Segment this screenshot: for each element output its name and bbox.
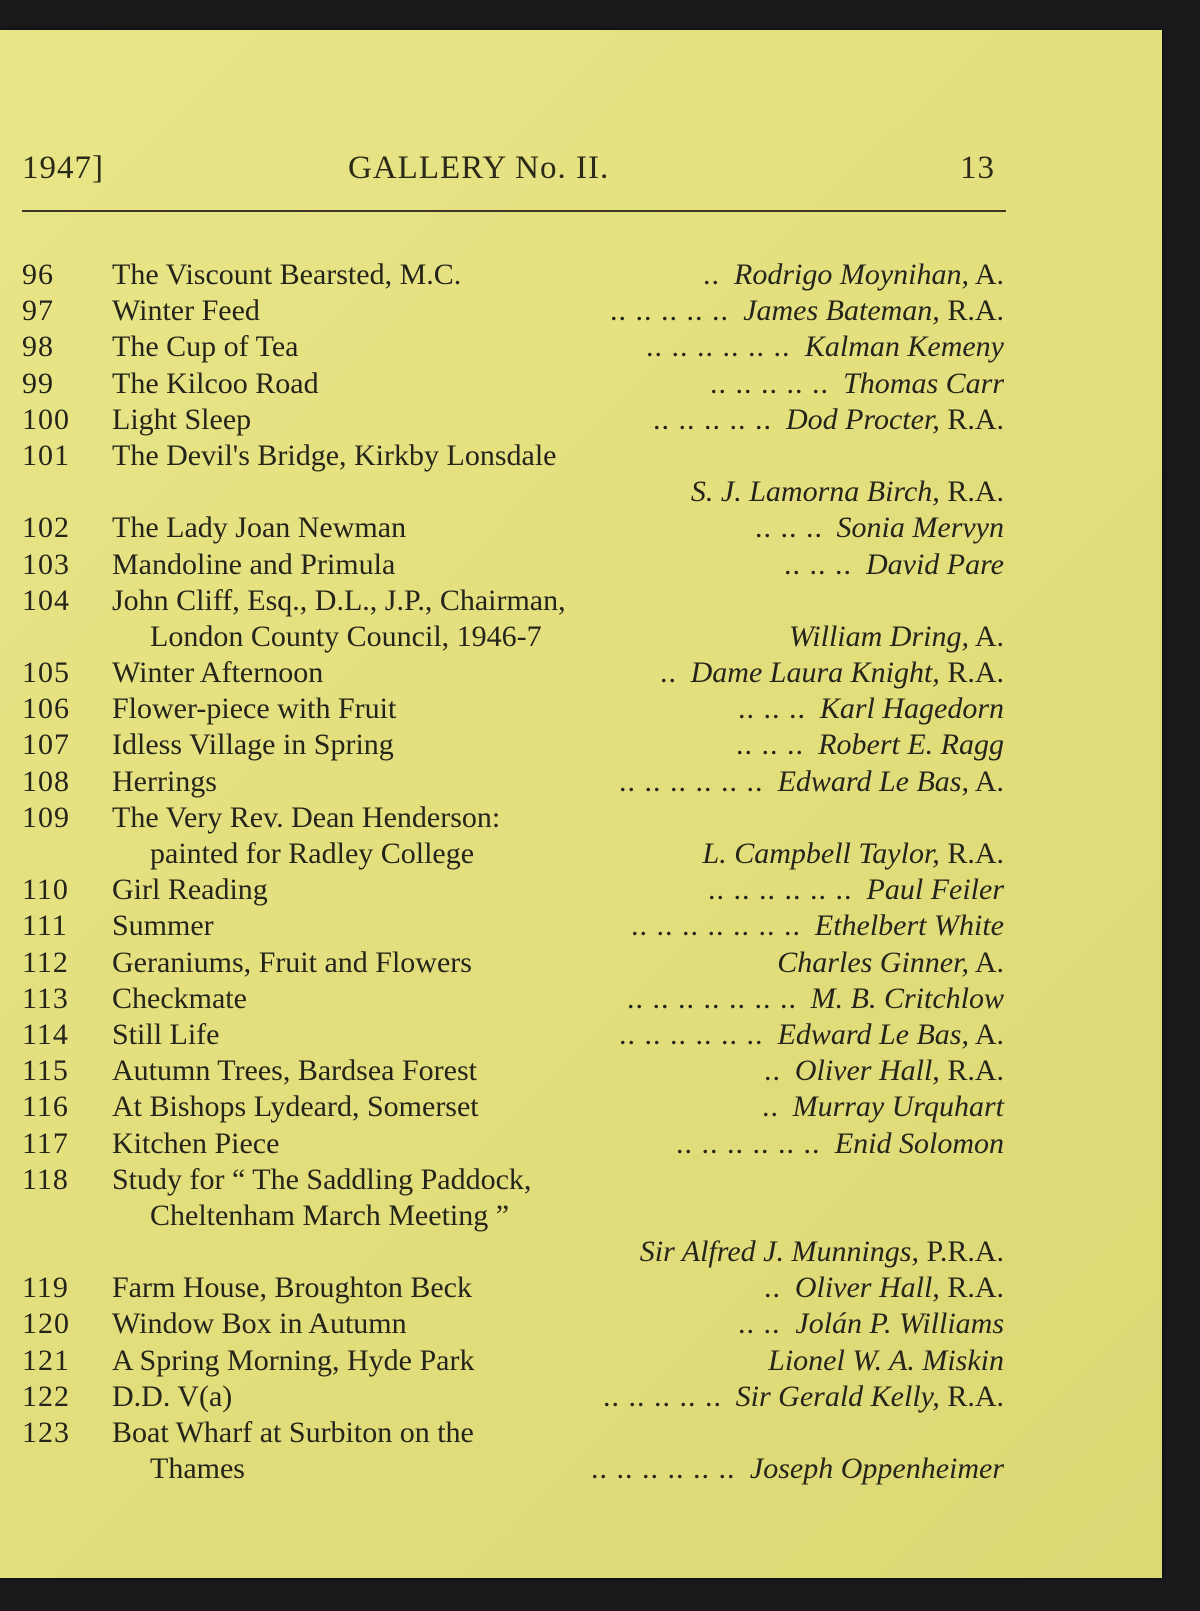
entry-number: 98 bbox=[22, 330, 54, 364]
entry-number: 115 bbox=[22, 1054, 69, 1088]
artist-honours: R.A. bbox=[939, 656, 1004, 690]
catalogue-entries bbox=[0, 257, 1162, 1487]
catalogue-entry bbox=[0, 1162, 1162, 1198]
page-header bbox=[0, 150, 1162, 200]
entry-artist bbox=[795, 1053, 1004, 1089]
catalogue-entry bbox=[0, 474, 1162, 510]
entry-title: The Very Rev. Dean Henderson: bbox=[112, 800, 501, 834]
catalogue-entry bbox=[0, 293, 1162, 329]
entry-number: 121 bbox=[22, 1343, 70, 1377]
entry-number: 111 bbox=[22, 909, 68, 943]
catalogue-entry bbox=[0, 800, 1162, 836]
entry-number: 104 bbox=[22, 583, 70, 617]
entry-title: Farm House, Broughton Beck bbox=[112, 1271, 472, 1305]
entry-title: Study for “ The Saddling Paddock, bbox=[112, 1162, 532, 1196]
artist-name: Charles Ginner, bbox=[777, 945, 969, 979]
artist-name: Robert E. Ragg bbox=[818, 728, 1004, 762]
artist-honours: R.A. bbox=[939, 837, 1004, 870]
artist-name: William Dring, bbox=[788, 619, 969, 653]
catalogue-entry bbox=[0, 329, 1162, 365]
entry-title: John Cliff, Esq., D.L., J.P., Chairman, bbox=[112, 583, 566, 617]
entry-leader-dots: .. .. .. .. .. .. bbox=[591, 1452, 736, 1486]
entry-number: 100 bbox=[22, 402, 70, 436]
artist-name: Murray Urquhart bbox=[792, 1090, 1004, 1124]
artist-honours: R.A. bbox=[939, 402, 1004, 436]
entry-artist bbox=[691, 474, 1004, 510]
entry-leader-dots: .. .. .. bbox=[736, 728, 804, 762]
entry-title: Geraniums, Fruit and Flowers bbox=[112, 945, 472, 979]
entry-artist bbox=[867, 872, 1004, 908]
entry-leader-dots: .. bbox=[764, 1271, 781, 1305]
entry-number: 103 bbox=[22, 547, 70, 581]
entry-leader-dots: .. .. .. bbox=[755, 511, 823, 545]
entry-title: Kitchen Piece bbox=[112, 1126, 280, 1160]
entry-leader-dots: .. bbox=[660, 656, 677, 690]
entry-title: The Cup of Tea bbox=[112, 330, 299, 364]
entry-title: Summer bbox=[112, 909, 214, 943]
catalogue-entry bbox=[0, 1198, 1162, 1234]
catalogue-entry bbox=[0, 1451, 1162, 1487]
artist-honours: A. bbox=[968, 945, 1004, 979]
artist-name: David Pare bbox=[865, 547, 1004, 581]
entry-title: London County Council, 1946-7 bbox=[150, 619, 542, 653]
entry-title: The Devil's Bridge, Kirkby Lonsdale bbox=[112, 438, 557, 472]
entry-artist bbox=[837, 510, 1004, 546]
catalogue-entry bbox=[0, 836, 1162, 872]
entry-artist bbox=[743, 293, 1004, 329]
entry-leader-dots: .. .. .. .. .. bbox=[653, 402, 772, 436]
catalogue-entry bbox=[0, 764, 1162, 800]
entry-artist bbox=[789, 619, 1004, 655]
artist-honours: R.A. bbox=[939, 294, 1004, 328]
entry-number: 96 bbox=[22, 258, 54, 291]
header-rule bbox=[22, 210, 1006, 212]
artist-honours: R.A. bbox=[939, 475, 1004, 509]
catalogue-entry bbox=[0, 1306, 1162, 1342]
artist-name: Ethelbert White bbox=[814, 909, 1004, 943]
entry-number: 105 bbox=[22, 656, 70, 690]
entry-title: The Lady Joan Newman bbox=[112, 511, 407, 545]
artist-honours: A. bbox=[968, 764, 1004, 798]
artist-name: Thomas Carr bbox=[843, 366, 1004, 400]
catalogue-entry bbox=[0, 691, 1162, 727]
artist-name: Sonia Mervyn bbox=[836, 511, 1004, 545]
artist-name: Enid Solomon bbox=[834, 1126, 1004, 1160]
catalogue-entry bbox=[0, 655, 1162, 691]
catalogue-entry bbox=[0, 547, 1162, 583]
artist-name: Sir Alfred J. Munnings, bbox=[639, 1235, 919, 1269]
entry-number: 101 bbox=[22, 438, 70, 472]
artist-name: Oliver Hall, bbox=[794, 1054, 940, 1088]
entry-number: 114 bbox=[22, 1017, 69, 1051]
entry-artist bbox=[815, 908, 1004, 944]
entry-leader-dots: .. bbox=[703, 258, 720, 291]
entry-leader-dots: .. .. .. .. .. .. bbox=[619, 764, 764, 798]
artist-honours: A. bbox=[968, 1017, 1004, 1051]
catalogue-entry bbox=[0, 727, 1162, 763]
entry-title: painted for Radley College bbox=[150, 837, 475, 870]
entry-artist bbox=[778, 1017, 1004, 1053]
artist-name: M. B. Critchlow bbox=[810, 981, 1004, 1015]
catalogue-entry bbox=[0, 981, 1162, 1017]
entry-artist bbox=[811, 981, 1004, 1017]
catalogue-entry bbox=[0, 257, 1162, 293]
entry-artist bbox=[768, 1343, 1004, 1379]
entry-number: 109 bbox=[22, 800, 70, 834]
artist-name: Sir Gerald Kelly, bbox=[735, 1379, 940, 1413]
entry-title: A Spring Morning, Hyde Park bbox=[112, 1343, 475, 1377]
header-year: 1947] bbox=[22, 150, 104, 186]
catalogue-entry bbox=[0, 1089, 1162, 1125]
entry-leader-dots: .. .. .. .. .. bbox=[610, 294, 729, 328]
artist-name: Edward Le Bas, bbox=[777, 1017, 969, 1051]
header-title: GALLERY No. II. bbox=[348, 150, 610, 186]
entry-title: Autumn Trees, Bardsea Forest bbox=[112, 1054, 477, 1088]
entry-artist bbox=[703, 836, 1004, 872]
catalogue-entry bbox=[0, 1234, 1162, 1270]
entry-number: 107 bbox=[22, 728, 70, 762]
entry-artist bbox=[820, 691, 1004, 727]
entry-number: 97 bbox=[22, 294, 54, 328]
artist-name: L. Campbell Taylor, bbox=[702, 837, 940, 870]
catalogue-entry bbox=[0, 1379, 1162, 1415]
entry-artist bbox=[691, 655, 1004, 691]
entry-title: Flower-piece with Fruit bbox=[112, 692, 397, 726]
artist-name: Oliver Hall, bbox=[794, 1271, 940, 1305]
entry-artist bbox=[843, 366, 1004, 402]
artist-name: S. J. Lamorna Birch, bbox=[690, 475, 940, 509]
entry-leader-dots: .. .. bbox=[738, 1307, 781, 1341]
artist-name: Jolán P. Williams bbox=[795, 1307, 1004, 1341]
catalogue-entry bbox=[0, 619, 1162, 655]
entry-number: 112 bbox=[22, 945, 69, 979]
entry-title: Winter Afternoon bbox=[112, 656, 324, 690]
catalogue-entry bbox=[0, 1126, 1162, 1162]
catalogue-entry bbox=[0, 366, 1162, 402]
entry-artist bbox=[818, 727, 1004, 763]
catalogue-entry bbox=[0, 1415, 1162, 1451]
entry-title: Checkmate bbox=[112, 981, 247, 1015]
artist-name: Dame Laura Knight, bbox=[690, 656, 940, 690]
artist-honours: A. bbox=[968, 258, 1004, 291]
entry-number: 119 bbox=[22, 1271, 69, 1305]
entry-artist bbox=[795, 1306, 1004, 1342]
entry-artist bbox=[805, 329, 1004, 365]
entry-leader-dots: .. .. .. .. .. .. bbox=[619, 1017, 764, 1051]
entry-leader-dots: .. .. .. bbox=[738, 692, 806, 726]
entry-number: 118 bbox=[22, 1162, 69, 1196]
entry-number: 116 bbox=[22, 1090, 69, 1124]
catalogue-page bbox=[0, 30, 1162, 1578]
entry-title: D.D. V(a) bbox=[112, 1379, 233, 1413]
artist-honours: A. bbox=[968, 619, 1004, 653]
entry-leader-dots: .. .. .. bbox=[784, 547, 852, 581]
catalogue-entry bbox=[0, 583, 1162, 619]
entry-leader-dots: .. .. .. .. .. .. bbox=[708, 873, 853, 907]
entry-title: Winter Feed bbox=[112, 294, 260, 328]
entry-number: 120 bbox=[22, 1307, 70, 1341]
entry-number: 102 bbox=[22, 511, 70, 545]
entry-artist bbox=[866, 547, 1004, 583]
artist-honours: R.A. bbox=[939, 1271, 1004, 1305]
catalogue-entry bbox=[0, 908, 1162, 944]
entry-title: Light Sleep bbox=[112, 402, 252, 436]
artist-name: Paul Feiler bbox=[866, 873, 1004, 907]
artist-honours: P.R.A. bbox=[918, 1235, 1004, 1269]
entry-title: Mandoline and Primula bbox=[112, 547, 396, 581]
page-number: 13 bbox=[960, 150, 995, 186]
entry-artist bbox=[736, 1379, 1004, 1415]
entry-artist bbox=[777, 945, 1004, 981]
entry-artist bbox=[793, 1089, 1004, 1125]
artist-name: Joseph Oppenheimer bbox=[749, 1452, 1004, 1486]
artist-name: Rodrigo Moynihan, bbox=[734, 258, 969, 291]
entry-title: Herrings bbox=[112, 764, 217, 798]
entry-title: Girl Reading bbox=[112, 873, 268, 907]
artist-honours: R.A. bbox=[939, 1054, 1004, 1088]
catalogue-entry bbox=[0, 1343, 1162, 1379]
entry-leader-dots: .. .. .. .. .. bbox=[710, 366, 829, 400]
entry-artist bbox=[750, 1451, 1004, 1487]
entry-leader-dots: .. .. .. .. .. .. bbox=[676, 1126, 821, 1160]
catalogue-entry bbox=[0, 510, 1162, 546]
catalogue-entry bbox=[0, 402, 1162, 438]
artist-name: Edward Le Bas, bbox=[777, 764, 969, 798]
entry-title: Boat Wharf at Surbiton on the bbox=[112, 1416, 474, 1449]
entry-number: 122 bbox=[22, 1379, 70, 1413]
entry-artist bbox=[786, 402, 1004, 438]
entry-number: 108 bbox=[22, 764, 70, 798]
artist-name: Karl Hagedorn bbox=[819, 692, 1004, 726]
entry-number: 99 bbox=[22, 366, 54, 400]
entry-leader-dots: .. .. .. .. .. .. .. bbox=[627, 981, 797, 1015]
entry-artist bbox=[795, 1270, 1004, 1306]
catalogue-entry bbox=[0, 872, 1162, 908]
entry-leader-dots: .. bbox=[764, 1054, 781, 1088]
entry-number: 117 bbox=[22, 1126, 69, 1160]
entry-artist bbox=[778, 764, 1004, 800]
entry-number: 110 bbox=[22, 873, 69, 907]
entry-leader-dots: .. bbox=[762, 1090, 779, 1124]
catalogue-entry bbox=[0, 945, 1162, 981]
entry-number: 106 bbox=[22, 692, 70, 726]
entry-leader-dots: .. .. .. .. .. .. .. bbox=[631, 909, 801, 943]
entry-title: Cheltenham March Meeting ” bbox=[150, 1198, 510, 1232]
entry-title: Window Box in Autumn bbox=[112, 1307, 407, 1341]
catalogue-entry bbox=[0, 1053, 1162, 1089]
catalogue-entry bbox=[0, 438, 1162, 474]
catalogue-entry bbox=[0, 1270, 1162, 1306]
artist-honours: R.A. bbox=[939, 1379, 1004, 1413]
entry-title: Thames bbox=[150, 1452, 245, 1486]
artist-name: Dod Procter, bbox=[785, 402, 940, 436]
artist-name: Kalman Kemeny bbox=[804, 330, 1004, 364]
entry-number: 123 bbox=[22, 1416, 70, 1449]
entry-number: 113 bbox=[22, 981, 69, 1015]
entry-title: Idless Village in Spring bbox=[112, 728, 394, 762]
entry-leader-dots: .. .. .. .. .. .. bbox=[646, 330, 791, 364]
entry-artist bbox=[640, 1234, 1004, 1270]
catalogue-entry bbox=[0, 1017, 1162, 1053]
entry-artist bbox=[734, 257, 1004, 293]
entry-title: Still Life bbox=[112, 1017, 220, 1051]
entry-leader-dots: .. .. .. .. .. bbox=[603, 1379, 722, 1413]
entry-artist bbox=[835, 1126, 1004, 1162]
entry-title: The Kilcoo Road bbox=[112, 366, 319, 400]
artist-name: James Bateman, bbox=[743, 294, 940, 328]
artist-name: Lionel W. A. Miskin bbox=[768, 1343, 1004, 1377]
entry-title: At Bishops Lydeard, Somerset bbox=[112, 1090, 479, 1124]
entry-title: The Viscount Bearsted, M.C. bbox=[112, 258, 462, 291]
